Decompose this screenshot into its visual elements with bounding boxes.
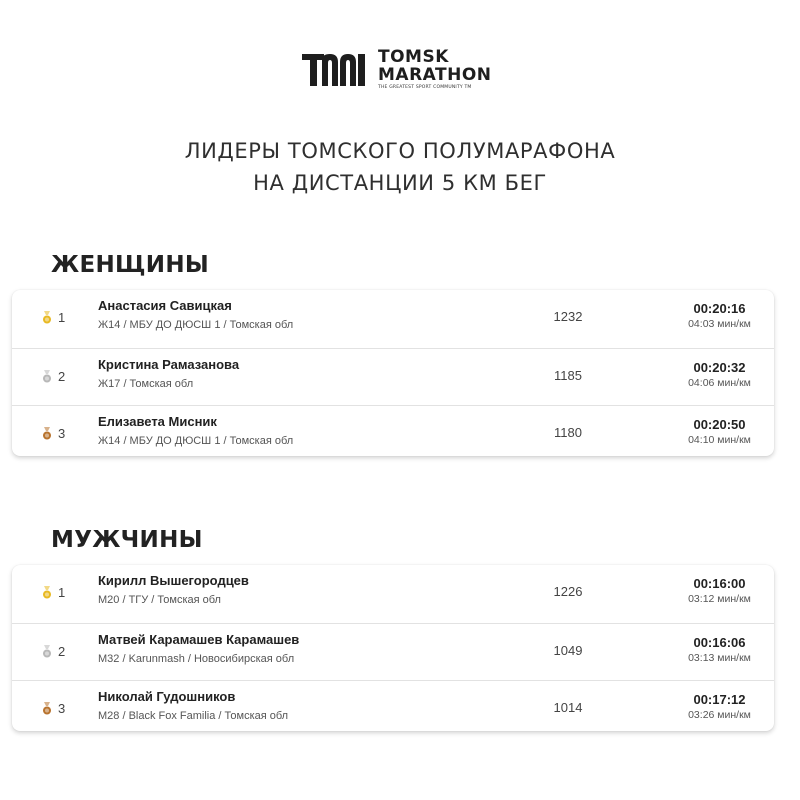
athlete-name: Кирилл Вышегородцев [98, 573, 249, 588]
page-title-line-1: ЛИДЕРЫ ТОМСКОГО ПОЛУМАРАФОНА [184, 139, 616, 163]
athlete-name: Анастасия Савицкая [98, 298, 232, 313]
bib-number: 1049 [553, 642, 583, 658]
women-section-title: ЖЕНЩИНЫ [51, 252, 210, 278]
place-cell [42, 585, 65, 600]
finish-time: 00:20:32 [693, 359, 746, 375]
finish-time: 00:16:06 [693, 634, 746, 650]
place-number: 1 [58, 310, 66, 325]
place-number: 1 [58, 585, 66, 600]
result-row[interactable] [12, 348, 774, 406]
place-cell [42, 426, 65, 441]
athlete-info: М28 / Black Fox Familia / Томская обл [98, 710, 289, 722]
athlete-info: Ж14 / МБУ ДО ДЮСШ 1 / Томская обл [98, 435, 294, 447]
athlete-info: М20 / ТГУ / Томская обл [98, 594, 221, 606]
page-title [0, 135, 800, 199]
result-row[interactable] [12, 565, 774, 623]
pace: 03:12 мин/км [688, 593, 751, 605]
athlete-info: М32 / Karunmash / Новосибирская обл [98, 652, 295, 665]
place-cell [42, 369, 65, 384]
bib-number: 1180 [554, 425, 582, 440]
pace: 04:06 мин/км [688, 376, 751, 389]
athlete-name: Николай Гудошников [98, 689, 236, 704]
silver-medal-icon [42, 370, 52, 383]
finish-time: 00:20:16 [693, 301, 746, 316]
finish-time: 00:16:00 [693, 576, 746, 591]
athlete-name: Елизавета Мисник [98, 414, 217, 429]
logo-tagline: THE GREATEST SPORT COMMUNITY TM [378, 85, 472, 91]
place-number: 2 [58, 368, 66, 384]
bronze-medal-icon [42, 427, 52, 440]
men-section-title: МУЖЧИНЫ [51, 527, 203, 553]
women-results-card [12, 290, 774, 456]
pace: 04:10 мин/км [688, 434, 751, 446]
tomsk-marathon-logo [302, 47, 492, 91]
pace: 03:13 мин/км [688, 651, 751, 664]
pace: 04:03 мин/км [688, 318, 751, 330]
finish-time: 00:20:50 [693, 417, 746, 432]
place-cell [42, 644, 65, 659]
bib-number: 1226 [553, 584, 583, 599]
page-title-line-2: НА ДИСТАНЦИИ 5 КМ БЕГ [253, 171, 547, 195]
athlete-name: Кристина Рамазанова [98, 356, 240, 372]
silver-medal-icon [42, 645, 52, 658]
gold-medal-icon [42, 586, 52, 599]
pace: 03:26 мин/км [688, 709, 751, 721]
logo-line-marathon: MARATHON [378, 65, 492, 86]
athlete-info: Ж14 / МБУ ДО ДЮСШ 1 / Томская обл [98, 319, 294, 331]
place-number: 3 [58, 701, 66, 716]
place-number: 2 [58, 643, 66, 659]
result-row[interactable] [12, 623, 774, 681]
place-cell [42, 701, 65, 716]
place-cell [42, 310, 65, 325]
result-row[interactable] [12, 680, 774, 731]
bib-number: 1014 [553, 700, 583, 715]
athlete-info: Ж17 / Томская обл [98, 377, 194, 390]
logo-line-tomsk: TOMSK [378, 47, 449, 68]
bronze-medal-icon [42, 702, 52, 715]
gold-medal-icon [42, 311, 52, 324]
tm-logo-icon [302, 52, 372, 88]
place-number: 3 [58, 426, 66, 441]
result-row[interactable] [12, 290, 774, 348]
bib-number: 1232 [553, 309, 583, 324]
bib-number: 1185 [554, 367, 582, 383]
athlete-name: Матвей Карамашев Карамашев [98, 631, 300, 647]
finish-time: 00:17:12 [693, 692, 746, 707]
men-results-card [12, 565, 774, 731]
result-row[interactable] [12, 405, 774, 456]
